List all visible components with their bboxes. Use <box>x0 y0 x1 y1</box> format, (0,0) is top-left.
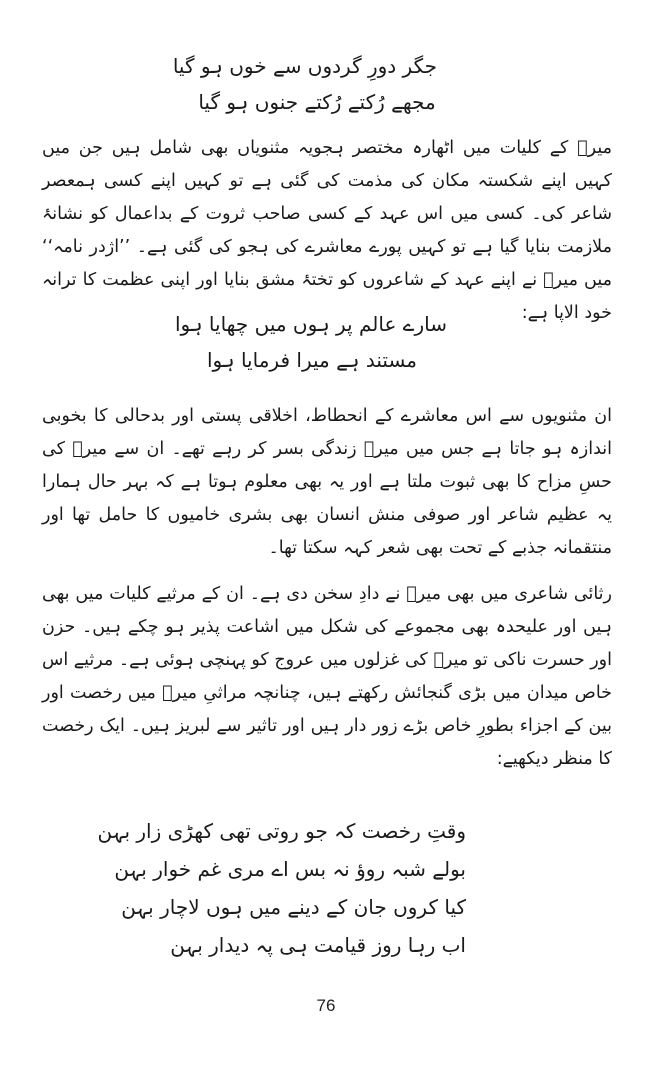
verse-couplet-2 <box>174 306 447 378</box>
verse-line: اب رہا روز قیامت ہی پہ دیدار بہن <box>170 933 466 957</box>
verse-line: وقتِ رخصت کہ جو روتی تھی کھڑی زار بہن <box>97 819 466 843</box>
verse-line: مستند ہے میرا فرمایا ہوا <box>207 348 417 372</box>
verse-line: کیا کروں جان کے دینے میں ہوں لاچار بہن <box>121 895 466 919</box>
page-number: 76 <box>316 996 336 1015</box>
paragraph-elegy: رثائی شاعری میں بھی میرؔ نے دادِ سخن دی ہے۔ ان کے مرثیے کلیات میں بھی ہیں اور علیحدہ بھی مجموعے کی شکل میں اشاعت پذیر ہو چکے ہیں۔ حزن اور حسرت ناکی تو میرؔ کی غزلوں میں عروج کو پہنچی ہوئی ہے۔ مرثیے اس خاص میدان میں بڑی گنجائش رکھتے ہیں، چنانچہ مراثیِ میرؔ میں رخصت اور بین کے اجزاء بطورِ خاص بڑے زور دار ہیں اور تاثیر سے لبریز ہیں۔ ایک رخصت کا منظر دیکھیے: <box>42 584 612 769</box>
verse-couplet-1 <box>172 48 437 120</box>
paragraph-masnavi-intro: میرؔ کے کلیات میں اٹھارہ مختصر ہجویہ مثنویاں بھی شامل ہیں جن میں کہیں اپنے شکستہ مکان کی مذمت کی گئی ہے تو کہیں اپنے کسی ہمعصر شاعر کی۔ کسی میں اس عہد کے کسی صاحب ثروت کے بداعمال کو نشانۂ ملازمت بنایا گیا ہے تو کہیں پورے معاشرے کی ہجو کی گئی ہے۔ ’’اژدر نامہ‘‘ میں میرؔ نے اپنے عہد کے شاعروں کو تختۂ مشق بنایا اور اپنی عظمت کا ترانہ خود الاپا ہے: <box>42 138 612 323</box>
paragraph-masnavi-analysis: ان مثنویوں سے اس معاشرے کے انحطاط، اخلاقی پستی اور بدحالی کا بخوبی اندازہ ہو جاتا ہے جس میں میرؔ زندگی بسر کر رہے تھے۔ ان سے میرؔ کی حسِ مزاح کا بھی ثبوت ملتا ہے اور یہ بھی معلوم ہوتا ہے کہ بہر حال ہمارا یہ عظیم شاعر اور صوفی منش انسان بھی بشری خامیوں کا حامل تھا اور منتقمانہ جذبے کے تحت بھی شعر کہہ سکتا تھا۔ <box>42 406 612 558</box>
verse-marsiya <box>97 812 466 964</box>
verse-line: بولے شبہ روؤ نہ بس اے مری غم خوار بہن <box>114 857 466 881</box>
verse-line: جگر دورِ گردوں سے خوں ہو گیا <box>172 54 437 78</box>
verse-line: مجھے رُکتے رُکتے جنوں ہو گیا <box>198 90 436 114</box>
verse-line: سارے عالم پر ہوں میں چھایا ہوا <box>174 312 447 336</box>
